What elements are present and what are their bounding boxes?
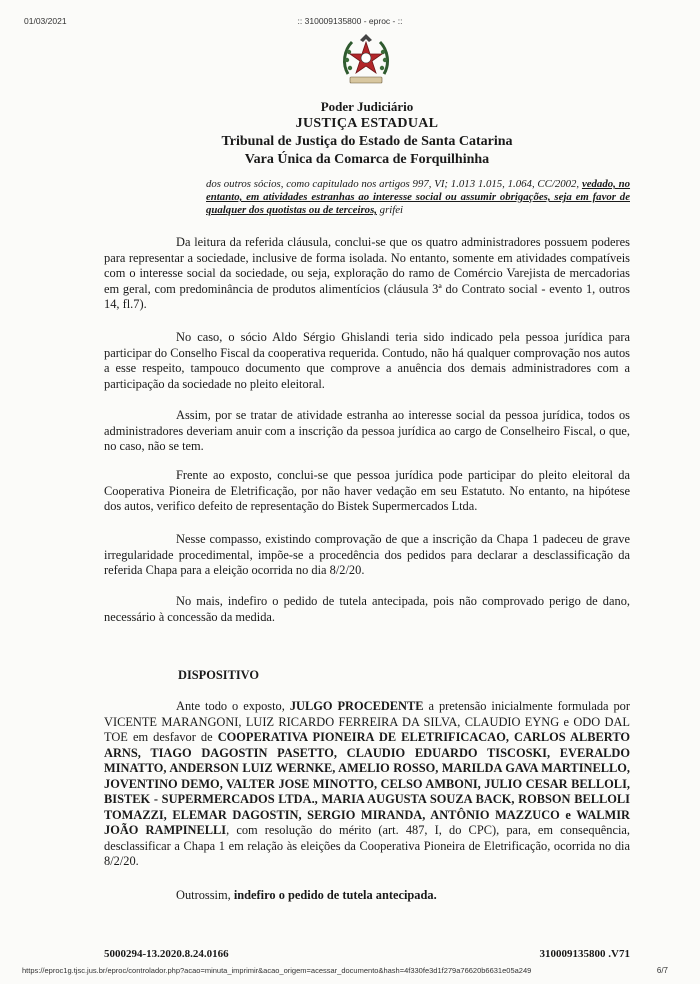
paragraph-1: [104, 235, 630, 313]
outrossim-decision: indefiro o pedido de tutela antecipada.: [233, 888, 437, 902]
quote-suffix: grifei: [376, 204, 404, 216]
paragraph-4-text: Frente ao exposto, conclui-se que pessoa jurídica pode participar do pleito eleitoral da Cooperativa Pioneira de Eletrificação, por não haver vedação em seu Estatuto. No entanto, na hipótese dos autos, verifico defeito de representação do Bistek Supermercados Ltda.: [104, 468, 630, 513]
document-code: 310009135800 .V71: [539, 948, 630, 960]
dispositivo-text-3: , com resolução do mérito (art. 487, I, do CPC), para, em consequência, desclassificar a Chapa 1 em relação às eleições da Cooperativa Pioneira de Eletrificação, ocorrida no dia 8/2/20.: [104, 823, 630, 868]
dispositivo-text-1: Ante todo o exposto,: [176, 699, 290, 713]
quote-underlined-text: vedado, no entanto, em atividades estranhas ao interesse social ou assumir obrigações, seja em favor de qualquer dos quotistas ou de terceiros,: [206, 178, 631, 216]
paragraph-3: [104, 408, 630, 455]
paragraph-6: [104, 594, 630, 625]
section-title-dispositivo: DISPOSITIVO: [178, 668, 260, 682]
page-number: 6/7: [656, 966, 668, 975]
dispositivo-text-2: a pretensão inicialmente formulada por VICENTE MARANGONI, LUIZ RICARDO FERREIRA DA SILVA, CLAUDIO EYNG e ODO DAL TOE em desfavor de: [104, 699, 631, 744]
dispositivo-defendants: COOPERATIVA PIONEIRA DE ELETRIFICACAO, CARLOS ALBERTO ARNS, TIAGO DAGOSTIN PASETTO, CLAUDIO EDUARDO TISCOSKI, EVERALDO MINATTO, ANDERSON LUIZ WERNKE, AMELIO ROSSO, MARILDA GAVA MARTINELLO, JOVENTINO DEMO, VALTER JOSE MINOTTO, CELSO AMBONI, JULIO CESAR BELLOLI, BISTEK - SUPERMERCADOS LTDA., MARIA AUGUSTA SOUZA BACK, ROBSON BELLOLI TOMAZZI, ELEMAR DAGOSTIN, SERGIO MIRANDA, ANTÔNIO MAZZUCO e WALMIR JOÃO RAMPINELLI: [104, 730, 630, 837]
paragraph-6-text: No mais, indefiro o pedido de tutela antecipada, pois não comprovado perigo de dano, necessário à concessão da medida.: [104, 594, 630, 624]
outrossim-text: Outrossim,: [176, 888, 234, 902]
outrossim-paragraph: [176, 888, 437, 903]
paragraph-5-text: Nesse compasso, existindo comprovação de que a inscrição da Chapa 1 padeceu de grave irregularidade procedimental, impõe-se a procedência dos pedidos para declarar a desclassificação da referida Chapa para a eleição ocorrida no dia 8/2/20.: [104, 532, 630, 577]
dispositivo-verdict: JULGO PROCEDENTE: [289, 699, 424, 713]
print-url: https://eproc1g.tjsc.jus.br/eproc/controlador.php?acao=minuta_imprimir&acao_origem=acessar_documento&hash=4f330fe3d1f279a76620b6631e05a249: [22, 966, 532, 975]
coat-of-arms-icon: [336, 30, 396, 90]
process-number: 5000294-13.2020.8.24.0166: [104, 948, 229, 960]
paragraph-2: [104, 330, 630, 392]
paragraph-3-text: Assim, por se tratar de atividade estranha ao interesse social da pessoa jurídica, todos os administradores deveriam anuir com a inscrição da pessoa jurídica ao cargo de Conselheiro Fiscal, o que, no caso, não se tem.: [104, 408, 630, 453]
paragraph-4: [104, 468, 630, 515]
quote-text: dos outros sócios, como capitulado nos artigos 997, VI; 1.013 1.015, 1.064, CC/2002,: [206, 178, 580, 190]
paragraph-1-text: Da leitura da referida cláusula, conclui-se que os quatro administradores possuem poderes para representar a sociedade, inclusive de forma isolada. No entanto, somente em atividades compatíveis com o interesse social da sociedade, ou seja, exploração do ramo de Comércio Varejista de mercadorias em geral, com predominância de produtos alimentícios (cláusula 3ª do Contrato social - evento 1, outros 14, fl.7).: [104, 235, 630, 311]
paragraph-5: [104, 532, 630, 579]
print-page-title: :: 310009135800 - eproc - ::: [297, 16, 403, 26]
heading-tribunal: Tribunal de Justiça do Estado de Santa Catarina: [221, 134, 513, 149]
heading-vara: Vara Única da Comarca de Forquilhinha: [244, 152, 490, 167]
heading-poder-judiciario: Poder Judiciário: [320, 99, 414, 114]
dispositivo-paragraph: [104, 699, 630, 870]
heading-justica-estadual: JUSTIÇA ESTADUAL: [295, 116, 439, 131]
quoted-clause: [206, 178, 630, 217]
print-date: 01/03/2021: [24, 16, 67, 26]
paragraph-2-text: No caso, o sócio Aldo Sérgio Ghislandi teria sido indicado pela pessoa jurídica para participar do Conselho Fiscal da cooperativa requerida. Contudo, não há qualquer comprovação nos autos a esse respeito, tampouco documento que comprove a anuência dos demais administradores com a participação da sociedade no pleito eleitoral.: [104, 330, 630, 391]
